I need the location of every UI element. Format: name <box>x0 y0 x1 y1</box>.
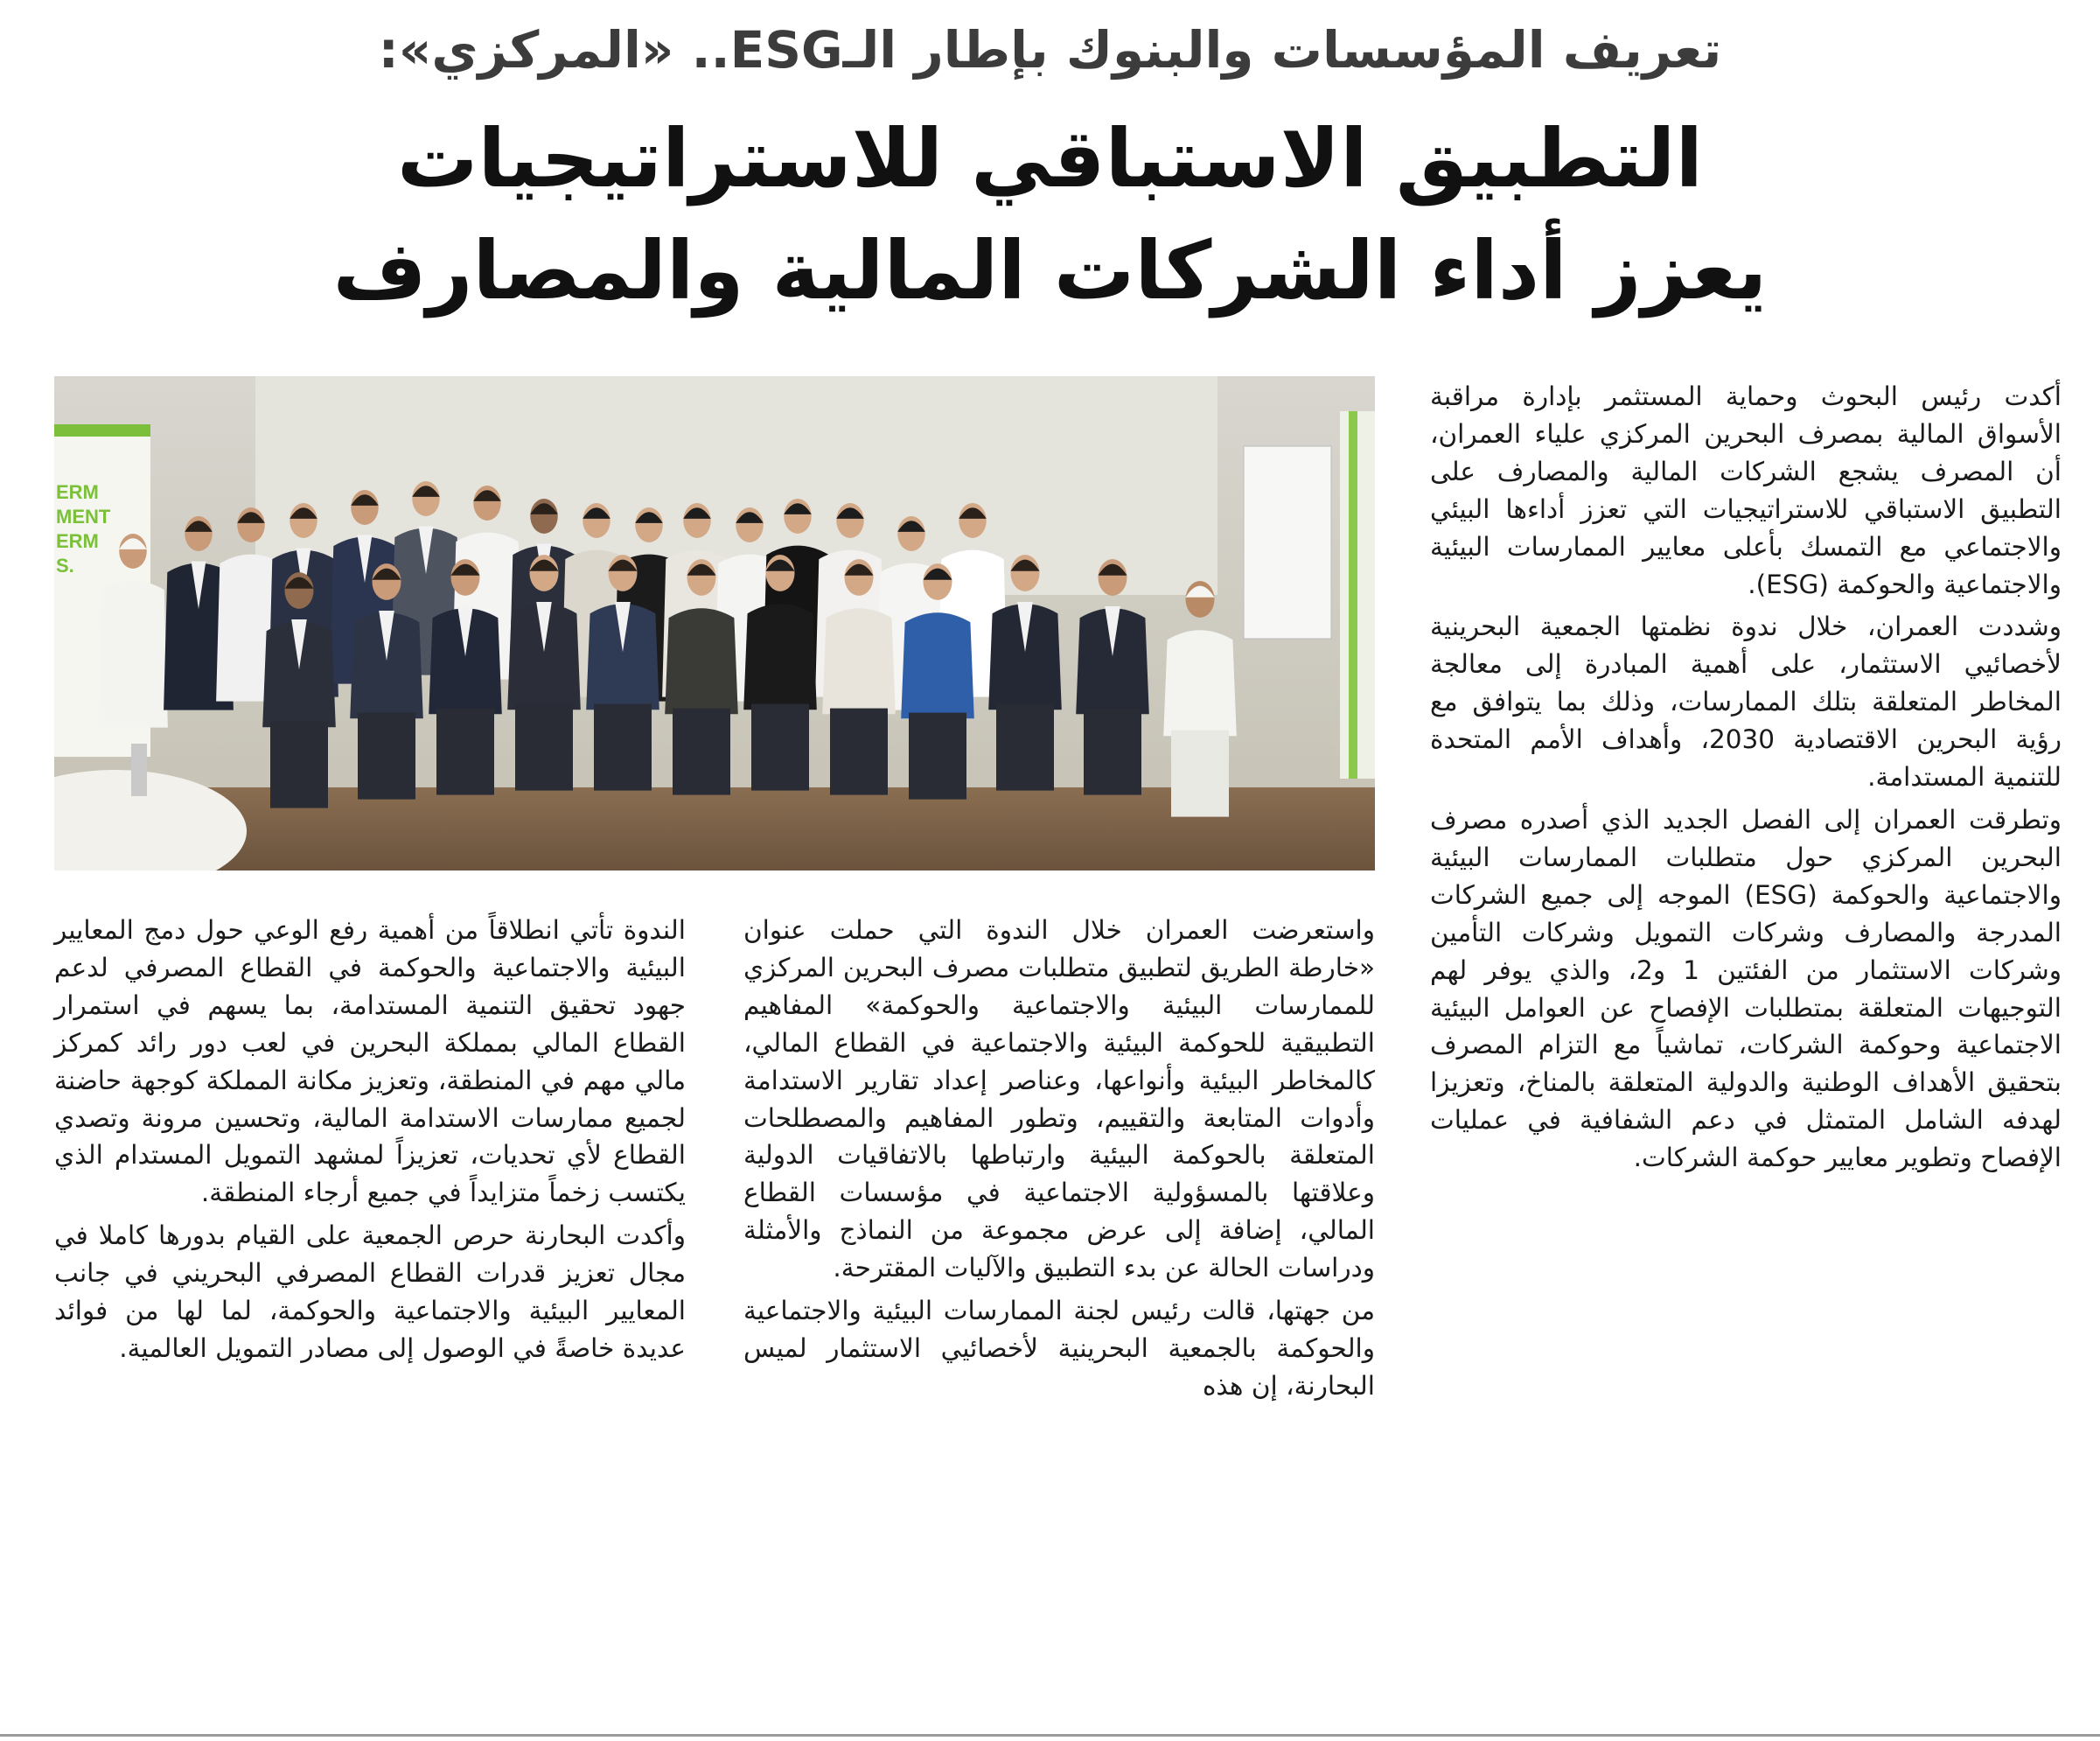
article-column-right <box>1430 378 2062 1182</box>
article-headline <box>0 103 2100 327</box>
svg-text:S.: S. <box>56 555 74 577</box>
group-photo <box>54 376 1375 870</box>
svg-text:ERM: ERM <box>56 530 99 552</box>
article-kicker: تعريف المؤسسات والبنوك بإطار الـESG.. «المركزي»: <box>378 20 1722 80</box>
svg-text:MENT: MENT <box>56 506 111 528</box>
headline-line-1: التطبيق الاستباقي للاستراتيجيات <box>397 112 1703 206</box>
banner-text: ERM <box>56 481 99 503</box>
paragraph: من جهتها، قالت رئيس لجنة الممارسات البيئية والاجتماعية والحوكمة بالجمعية البحرينية لأخصائيي الاستثمار لميس البحارنة، إن هذه <box>743 1296 1375 1401</box>
paragraph: أكدت رئيس البحوث وحماية المستثمر بإدارة مراقبة الأسواق المالية بمصرف البحرين المركزي علياء العمران، أن المصرف يشجع الشركات المالية والمصارف على التطبيق الاستباقي للاستراتيجيات التي تعزز أداءها البيئي والاجتماعي مع التمسك بأعلى معايير الممارسات البيئية والاجتماعية والحوكمة (ESG). <box>1430 381 2062 599</box>
paragraph: وتطرقت العمران إلى الفصل الجديد الذي أصدره مصرف البحرين المركزي حول متطلبات الممارسات البيئية والاجتماعية والحوكمة (ESG) الموجه إلى جميع الشركات المدرجة والمصارف وشركات التمويل وشركات التأمين وشركات الاستثمار من الفئتين 1 و2، والذي يوفر لهم التوجيهات المتعلقة بمتطلبات الإفصاح عن العوامل البيئية الاجتماعية وحوكمة الشركات، تماشياً مع التزام المصرف بتحقيق الأهداف الوطنية والدولية المتعلقة بالمناخ، وتعزيزا لهدفه الشامل المتمثل في دعم الشفافية في عمليات الإفصاح وتطوير معايير حوكمة الشركات. <box>1430 804 2062 1173</box>
flip-chart <box>1244 446 1331 639</box>
article-column-middle <box>743 912 1375 1410</box>
headline-line-2: يعزز أداء الشركات المالية والمصارف <box>332 224 1768 318</box>
paragraph: الندوة تأتي انطلاقاً من أهمية رفع الوعي حول دمج المعايير البيئية والاجتماعية والحوكمة في القطاع المصرفي لدعم جهود تحقيق التنمية المستدامة، بما يسهم في استمرار القطاع المالي بمملكة البحرين في لعب دور رائد كمركز مالي مهم في المنطقة، وتعزيز مكانة المملكة كوجهة حاضنة لجميع ممارسات الاستدامة المالية، وتحسين مرونة وتصدي القطاع لأي تحديات، تعزيزاً لمشهد التمويل المستدام الذي يكتسب زخماً متزايداً في جميع أرجاء المنطقة. <box>54 915 686 1208</box>
paragraph: واستعرضت العمران خلال الندوة التي حملت عنوان «خارطة الطريق لتطبيق متطلبات مصرف البحرين المركزي للممارسات البيئية والاجتماعية والحوكمة» المفاهيم التطبيقية للحوكمة البيئية والاجتماعية في القطاع المالي، كالمخاطر البيئية وأنواعها، وعناصر إعداد تقارير الاستدامة وأدوات المتابعة والتقييم، وتطور المفاهيم والمصطلحات المتعلقة بالحوكمة البيئية وارتباطها بالاتفاقيات الدولية وعلاقتها بالمسؤولية الاجتماعية في مؤسسات القطاع المالي، إضافة إلى عرض مجموعة من النماذج والأمثلة ودراسات الحالة عن بدء التطبيق والآليات المقترحة. <box>743 915 1375 1283</box>
article-column-left <box>54 912 686 1373</box>
paragraph: وأكدت البحارنة حرص الجمعية على القيام بدورها كاملا في مجال تعزيز قدرات القطاع المصرفي البحريني في جانب المعايير البيئية والاجتماعية والحوكمة، لما لها من فوائد عديدة خاصةً في الوصول إلى مصادر التمويل العالمية. <box>54 1220 686 1363</box>
bottom-rule <box>0 1734 2100 1737</box>
paragraph: وشددت العمران، خلال ندوة نظمتها الجمعية البحرينية لأخصائيي الاستثمار، على أهمية المبادرة إلى معالجة المخاطر المتعلقة بتلك الممارسات، وذلك بما يتوافق مع رؤية البحرين الاقتصادية 2030، وأهداف الأمم المتحدة للتنمية المستدامة. <box>1430 612 2062 793</box>
